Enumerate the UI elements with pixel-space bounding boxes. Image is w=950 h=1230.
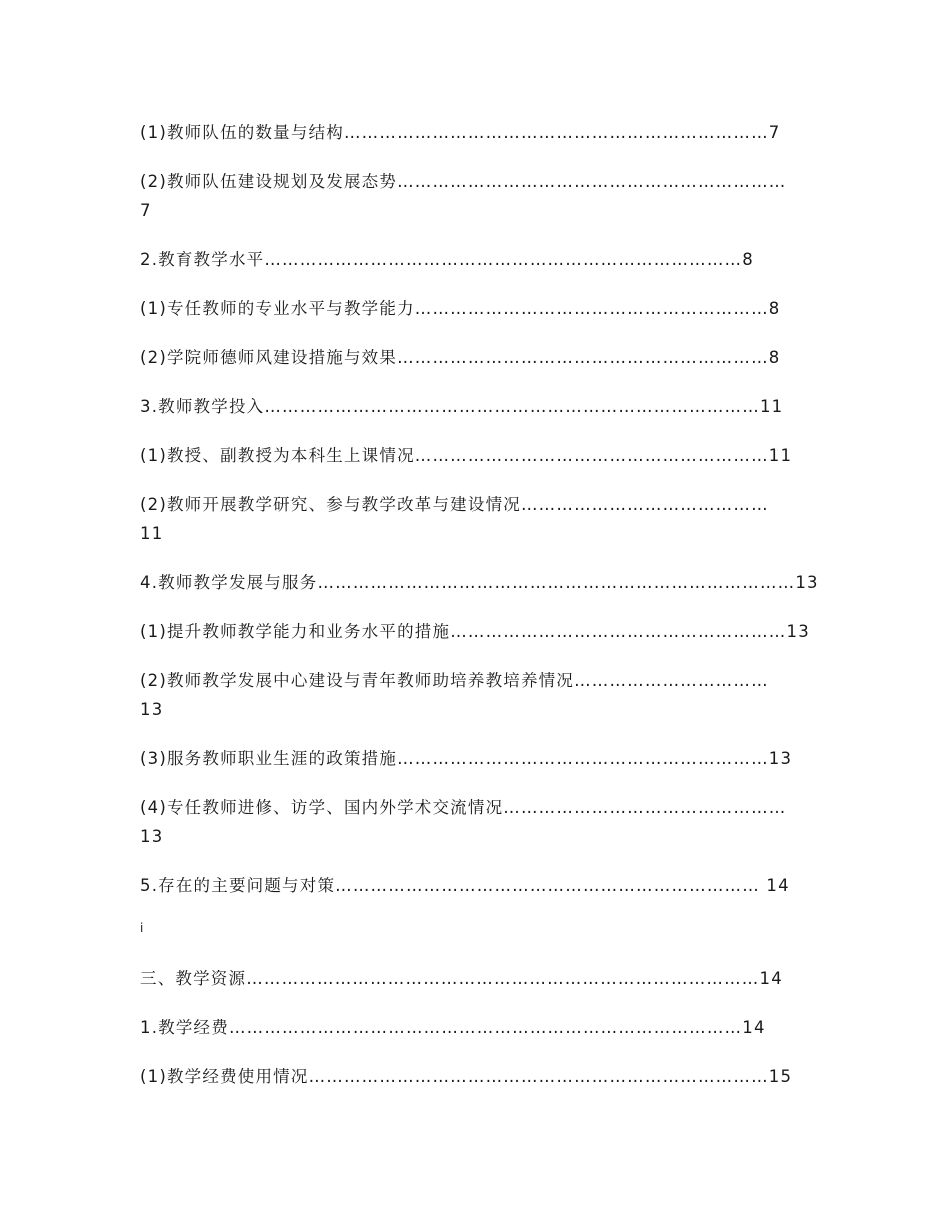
toc-entry[interactable] xyxy=(140,793,820,851)
toc-dot-leader: ……………………………………………………… xyxy=(397,749,769,768)
toc-dot-leader: …………………………… xyxy=(574,671,769,690)
toc-page-number: 13 xyxy=(140,700,164,719)
toc-entry-title: (1)专任教师的专业水平与教学能力 xyxy=(140,299,415,318)
toc-entry-title: (2)学院师德师风建设措施与效果 xyxy=(140,348,398,367)
toc-entry[interactable] xyxy=(140,1062,820,1091)
toc-page-number: 8 xyxy=(742,250,754,269)
toc-dot-leader: …………………………………………………… xyxy=(414,299,769,318)
toc-page-number: 13 xyxy=(140,827,164,846)
toc-dot-leader: ……………………………………………………………… xyxy=(343,123,769,142)
toc-page-number: 13 xyxy=(768,749,793,768)
toc-entry[interactable] xyxy=(140,392,820,421)
toc-entry[interactable] xyxy=(140,1013,820,1042)
toc-dot-leader: ……………………………………………………………………… xyxy=(264,250,743,269)
toc-entry-title: 3.教师教学投入 xyxy=(140,397,265,416)
toc-entry[interactable] xyxy=(140,568,820,597)
toc-entry[interactable] xyxy=(140,118,820,147)
toc-entry[interactable] xyxy=(140,964,820,993)
toc-entry-title: (2)教师开展教学研究、参与教学改革与建设情况 xyxy=(140,495,521,514)
toc-entry[interactable] xyxy=(140,490,820,548)
toc-dot-leader: ………………………………………… xyxy=(503,798,787,817)
toc-entry-title: (2)教师教学发展中心建设与青年教师助培养教培养情况 xyxy=(140,671,575,690)
toc-entry[interactable] xyxy=(140,245,820,274)
toc-dot-leader: ………………………………………………………… xyxy=(397,172,787,191)
toc-dot-leader: …………………………………………………………………………… xyxy=(246,969,760,988)
toc-entry-title: (1)提升教师教学能力和业务水平的措施 xyxy=(140,622,451,641)
toc-page-number: 11 xyxy=(768,446,793,465)
toc-page-number: 15 xyxy=(768,1067,793,1086)
toc-entry[interactable] xyxy=(140,343,820,372)
toc-entry-title: 1.教学经费 xyxy=(140,1018,229,1037)
toc-entry-title: (4)专任教师进修、访学、国内外学术交流情况 xyxy=(140,798,504,817)
toc-page-number: 13 xyxy=(786,622,810,641)
toc-dot-leader: ………………………………………………………………………… xyxy=(264,397,760,416)
toc-entry[interactable] xyxy=(140,294,820,323)
toc-dot-leader: …………………………………………………………………………… xyxy=(228,1018,743,1037)
toc-page-number: 8 xyxy=(768,299,781,318)
toc-page-number: 8 xyxy=(768,348,781,367)
toc-dot-leader: ……………………………………………………… xyxy=(397,348,769,367)
toc-page-number: 14 xyxy=(766,876,790,895)
toc-dot-leader: ……………………………………………………………… xyxy=(335,876,767,895)
toc-dot-leader: ……………………………………………………………………… xyxy=(317,573,796,592)
toc-entry-title: 2.教育教学水平 xyxy=(140,250,265,269)
toc-page-number: 11 xyxy=(759,397,784,416)
toc-page-number: 14 xyxy=(759,969,783,988)
toc-entry[interactable] xyxy=(140,871,820,900)
toc-entry-title: (1)教学经费使用情况 xyxy=(140,1067,309,1086)
toc-dot-leader: …………………………………… xyxy=(520,495,769,514)
toc-page-number: 7 xyxy=(768,123,781,142)
toc-page-number: 7 xyxy=(140,201,152,220)
toc-entry-title: 4.教师教学发展与服务 xyxy=(140,573,318,592)
toc-entry[interactable] xyxy=(140,617,820,646)
toc-entry-title: 三、教学资源 xyxy=(140,969,247,988)
toc-entry-title: (1)教师队伍的数量与结构 xyxy=(140,123,344,142)
toc-entry[interactable] xyxy=(140,167,820,225)
table-of-contents xyxy=(140,118,820,1091)
toc-dot-leader: …………………………………………………… xyxy=(414,446,769,465)
toc-entry-title: 5.存在的主要问题与对策 xyxy=(140,876,336,895)
toc-entry[interactable] xyxy=(140,441,820,470)
toc-dot-leader: …………………………………………………………………… xyxy=(308,1067,769,1086)
toc-entry-title: (3)服务教师职业生涯的政策措施 xyxy=(140,749,398,768)
toc-entry[interactable] xyxy=(140,744,820,773)
toc-page-number: 11 xyxy=(140,524,164,543)
toc-entry[interactable] xyxy=(140,666,820,724)
toc-page-number: 14 xyxy=(742,1018,766,1037)
toc-entry-title: (1)教授、副教授为本科生上课情况 xyxy=(140,446,415,465)
toc-dot-leader: ………………………………………………… xyxy=(450,622,787,641)
toc-page-number: 13 xyxy=(795,573,819,592)
toc-entry-title: (2)教师队伍建设规划及发展态势 xyxy=(140,172,398,191)
page-marker: i xyxy=(140,921,144,935)
